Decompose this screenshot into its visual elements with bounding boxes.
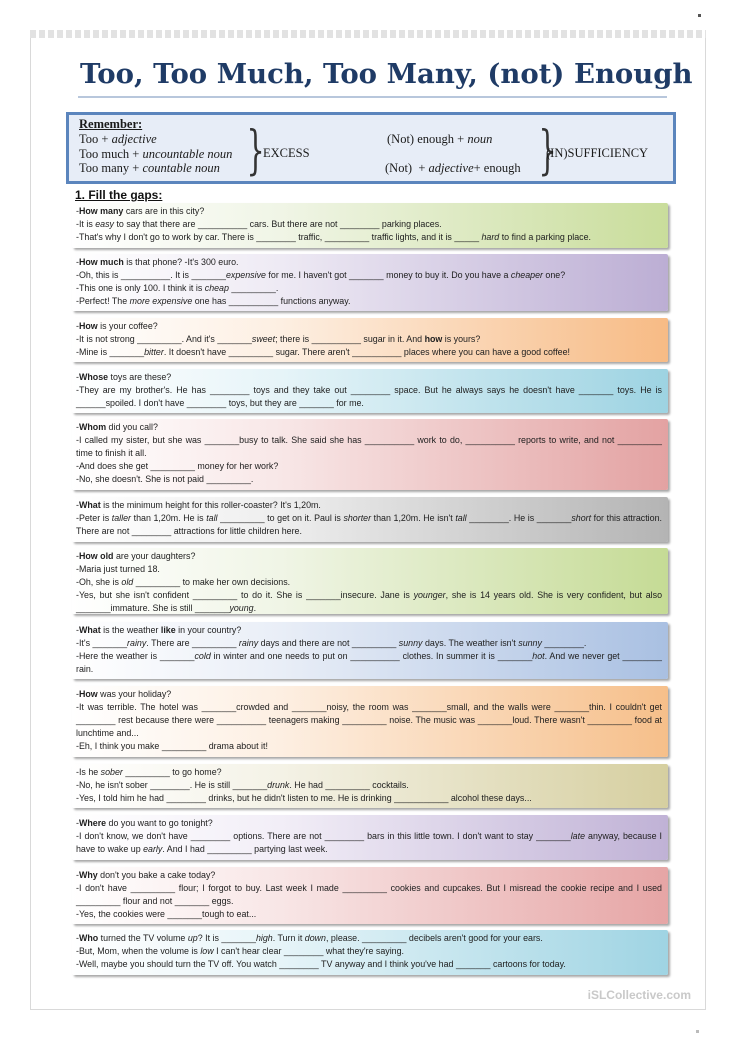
exercise-line: -It is not strong _________. And it's _______sweet; there is __________ sugar in it. And how is yours? (76, 333, 481, 344)
sufficiency-label: (IN)SUFFICIENCY (546, 146, 649, 160)
exercise-box-5 (72, 419, 668, 490)
exercise-line: -Mine is _______bitter. It doesn't have _________ sugar. There aren't __________ places where you can have a good coffee! (76, 346, 571, 357)
right-brace: } (538, 121, 557, 181)
rule-not-adjective-enough: (Not) + adjective+ enough (385, 161, 521, 175)
exercise-box-12 (72, 867, 668, 924)
remember-heading: Remember: (79, 117, 143, 131)
exercise-line: -How is your coffee? (76, 321, 158, 331)
exercise-line: -That's why I don't go to work by car. There is ________ traffic, _________ traffic lights, and it is _____ hard to find a parking place. (76, 231, 592, 242)
title-divider (78, 96, 667, 98)
exercise-line: -Yes, the cookies were _______tough to eat... (76, 908, 257, 919)
rule-too-adjective: Too + adjective (79, 132, 157, 146)
exercise-box-4 (72, 369, 668, 413)
section-title: 1. Fill the gaps: (75, 188, 163, 202)
exercise-line: -Perfect! The more expensive one has __________ functions anyway. (76, 295, 351, 306)
exercise-line: -Here the weather is _______cold in winter and one needs to put on __________ clothes. In summer it is _______hot. And we never get ________ rain. (76, 650, 662, 674)
exercise-line: -No, he isn't sober ________. He is still _______drunk. He had _________ cocktails. (76, 779, 409, 790)
exercise-line: -Eh, I think you make _________ drama about it! (76, 740, 268, 751)
exercise-line: -How was your holiday? (76, 689, 172, 699)
exercise-line: -How many cars are in this city? (76, 206, 205, 216)
exercise-box-1 (72, 203, 668, 248)
exercise-line: -Maria just turned 18. (76, 563, 160, 574)
exercise-line: -Is he sober _________ to go home? (76, 767, 222, 777)
exercise-line: -They are my brother's. He has ________ toys and they take out ________ space. But he always says he doesn't have _______ toys. He is ______spoiled. I don't have ________ toys, but they are _______ for me. (76, 384, 662, 408)
exercise-line: -Who turned the TV volume up? It is _______high. Turn it down, please. _________ decibels aren't good for your ears. (76, 933, 543, 943)
exercise-box-10 (72, 764, 668, 808)
exercise-line: -I don't have _________ flour; I forgot to buy. Last week I made _________ cookies and cupcakes. But I misread the cookie recipe and I used _________ flour and not _______ eggs. (76, 882, 662, 906)
exercise-line: -Oh, this is __________. It is _______expensive for me. I haven't got _______ money to buy it. Do you have a cheaper one? (76, 269, 566, 280)
exercise-box-7 (72, 548, 668, 614)
exercise-box-8 (72, 622, 668, 679)
page-dot (696, 1030, 699, 1033)
exercise-line: -Why don't you bake a cake today? (76, 870, 216, 880)
exercise-line: -What is the weather like in your country? (76, 625, 242, 635)
page-title: Too, Too Much, Too Many, (not) Enough (80, 58, 693, 90)
exercise-line: -It was terrible. The hotel was _______crowded and _______noisy, the room was _______small, and the walls were _______thin. I couldn't get ________ rest because there were __________ teenagers making _________ noise. The music was _______loud. There wasn't _________ food at lunchtime and... (76, 701, 662, 738)
exercise-line: -And does she get _________ money for her work? (76, 460, 279, 471)
exercise-line: -Whose toys are these? (76, 372, 172, 382)
exercise-line: -Whom did you call? (76, 422, 158, 432)
exercise-line: -What is the minimum height for this roller-coaster? It's 1,20m. (76, 500, 321, 510)
exercise-box-9 (72, 686, 668, 757)
rule-too-much: Too much + uncountable noun (79, 147, 233, 161)
rule-not-enough-noun: (Not) enough + noun (387, 132, 493, 146)
exercise-line: -It is easy to say that there are __________ cars. But there are not ________ parking places. (76, 218, 442, 229)
exercise-line: -But, Mom, when the volume is low I can't hear clear ________ what they're saying. (76, 945, 405, 956)
exercise-line: -Well, maybe you should turn the TV off. You watch ________ TV anyway and I think you've had _______ cartoons for today. (76, 958, 566, 969)
exercise-box-13 (72, 930, 668, 975)
exercise-line: -Yes, I told him he had ________ drinks, but he didn't listen to me. He is drinking ___________ alcohol these days... (76, 792, 532, 803)
exercise-line: -No, she doesn't. She is not paid _________. (76, 473, 254, 484)
exercise-line: -Oh, she is old _________ to make her own decisions. (76, 576, 291, 587)
exercise-line: -Where do you want to go tonight? (76, 818, 213, 828)
exercise-line: -It's _______rainy. There are _________ rainy days and there are not _________ sunny days. The weather isn't sunny ________. (76, 637, 587, 648)
exercise-box-6 (72, 497, 668, 542)
exercise-line: -I called my sister, but she was _______busy to talk. She said she has __________ work to do, __________ reports to write, and not _________ time to finish it all. (76, 434, 662, 458)
remember-box (66, 112, 676, 184)
exercise-box-2 (72, 254, 668, 311)
exercise-line: -This one is only 100. I think it is cheap _________. (76, 282, 279, 293)
exercise-line: -How old are your daughters? (76, 551, 196, 561)
exercise-box-11 (72, 815, 668, 860)
exercise-line: -I don't know, we don't have ________ options. There are not ________ bars in this little town. I don't want to stay _______late anyway, because I have to wake up early. And I had _________ partying last week. (76, 830, 662, 854)
rule-too-many: Too many + countable noun (79, 161, 220, 175)
exercise-line: -Yes, but she isn't confident _________ to do it. She is _______insecure. Jane is younger, she is 14 years old. She is very confident, but also _______immature. She is still _______young. (76, 589, 663, 613)
exercise-box-3 (72, 318, 668, 362)
exercise-line: -How much is that phone? -It's 300 euro. (76, 257, 239, 267)
corner-dot (698, 14, 701, 17)
watermark: iSLCollective.com (587, 988, 691, 1002)
exercise-line: -Peter is taller than 1,20m. He is tall _________ to get on it. Paul is shorter than 1,20m. He isn't tall ________. He is _______short for this attraction. There are not ________ attractions for little children here. (76, 512, 662, 536)
left-brace: } (246, 121, 265, 181)
excess-label: EXCESS (263, 146, 310, 160)
